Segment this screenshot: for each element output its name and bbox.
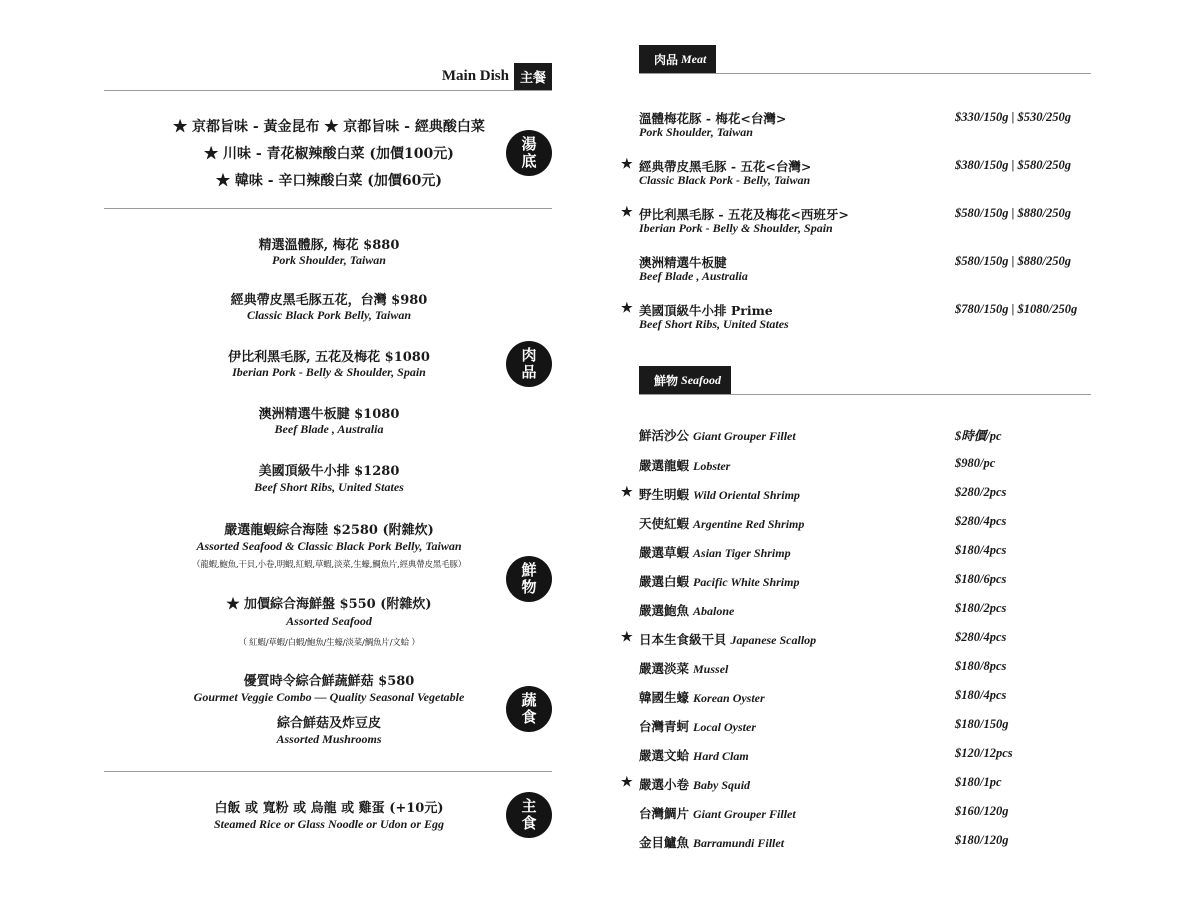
seafood-menu-name: 嚴選鮑魚 — [639, 603, 690, 618]
seafood-menu-name: 日本生食級干貝 — [639, 632, 727, 647]
seafood-menu-tag-en: Seafood — [681, 372, 722, 387]
seafood-menu-name: 韓國生蠔 — [639, 690, 690, 705]
star-icon: ★ — [621, 301, 633, 316]
seafood-menu-item — [639, 659, 728, 677]
star-icon: ★ — [621, 485, 633, 500]
seafood-menu-price: $180/4pcs — [955, 688, 1007, 702]
meat-item-name: 美國頂級牛小排 $1280 — [258, 464, 400, 479]
seafood-menu-name: 嚴選草蝦 — [639, 545, 690, 560]
badge-char: 肉 — [521, 346, 537, 364]
seafood-menu-item — [639, 746, 749, 764]
seafood-menu-item — [639, 601, 734, 619]
seafood-menu-en: Korean Oyster — [693, 691, 765, 705]
seafood-menu-name: 台灣鯛片 — [639, 806, 690, 821]
seafood-menu-name: 台灣青蚵 — [639, 719, 690, 734]
meat-item-name: 伊比利黑毛豚, 五花及梅花 $1080 — [228, 350, 430, 365]
seafood-menu-en: Japanese Scallop — [730, 633, 817, 647]
meat-menu-en: Beef Short Ribs, United States — [639, 317, 789, 331]
seafood-menu-price: $280/4pcs — [955, 630, 1007, 644]
seafood-menu-name: 鮮活沙公 — [639, 428, 690, 443]
seafood-menu-item — [639, 775, 750, 793]
seafood-menu-name: 嚴選淡菜 — [639, 661, 690, 676]
badge-char: 食 — [521, 708, 537, 726]
seafood-menu-price: $160/120g — [955, 804, 1009, 818]
veggie-item-en: Gourmet Veggie Combo — Quality Seasonal Vegetable — [193, 690, 465, 704]
seafood-menu-item — [639, 543, 791, 561]
meat-menu-en: Classic Black Pork - Belly, Taiwan — [639, 173, 811, 187]
meat-item-en: Beef Short Ribs, United States — [254, 480, 404, 494]
seafood-menu-en: Wild Oriental Shrimp — [693, 488, 800, 502]
main-dish-title-en: Main Dish — [441, 67, 509, 84]
meat-item-en: Beef Blade , Australia — [274, 422, 384, 436]
meat-item-en: Pork Shoulder, Taiwan — [272, 253, 386, 267]
meat-menu-en: Iberian Pork - Belly & Shoulder, Spain — [639, 221, 833, 235]
staple-en: Steamed Rice or Glass Noodle or Udon or Egg — [213, 817, 444, 831]
main-dish-title-zh: 主餐 — [514, 63, 552, 90]
soup-option: ★ 京都旨味 - 黃金昆布 ★ 京都旨味 - 經典酸白菜 — [173, 119, 485, 135]
seafood-menu-en: Pacific White Shrimp — [693, 575, 800, 589]
soup-option: ★ 韓味 - 辛口辣酸白菜 (加價60元) — [215, 173, 443, 189]
seafood-menu-en: Argentine Red Shrimp — [693, 517, 805, 531]
meat-menu-en: Beef Blade , Australia — [639, 269, 748, 283]
seafood-menu-item — [639, 688, 765, 706]
seafood-menu-en: Barramundi Fillet — [693, 836, 785, 850]
seafood-menu-name: 野生明蝦 — [639, 487, 690, 502]
seafood-menu-item — [639, 717, 756, 735]
seafood-combo-note: （ 紅蝦/草蝦/白蝦/鮑魚/生蠔/淡菜/鯛魚片/文蛤 ） — [238, 638, 420, 648]
seafood-menu-en: Asian Tiger Shrimp — [693, 546, 791, 560]
seafood-menu-en: Hard Clam — [693, 749, 749, 763]
seafood-menu-item — [639, 456, 730, 474]
seafood-combo-en: Assorted Seafood & Classic Black Pork Belly, Taiwan — [196, 539, 462, 553]
badge-char: 鮮 — [521, 561, 537, 579]
star-icon: ★ — [621, 630, 633, 645]
meat-menu-name: 伊比利黑毛豚 - 五花及梅花<西班牙> — [639, 207, 849, 222]
seafood-menu-item — [639, 514, 804, 532]
seafood-menu-price: $180/4pcs — [955, 543, 1007, 557]
star-icon: ★ — [621, 205, 633, 220]
veggie-item-en: Assorted Mushrooms — [276, 732, 382, 746]
badge-char: 蔬 — [521, 691, 537, 709]
meat-menu-price: $580/150g | $880/250g — [955, 254, 1071, 268]
badge-char: 食 — [521, 814, 537, 832]
seafood-menu-price: $120/12pcs — [955, 746, 1013, 760]
seafood-combo-name: ★ 加價綜合海鮮盤 $550 (附雜炊) — [226, 597, 432, 612]
star-icon: ★ — [621, 775, 633, 790]
seafood-menu-item — [639, 804, 796, 822]
seafood-menu-price: $180/2pcs — [955, 601, 1007, 615]
seafood-menu-item — [639, 833, 784, 851]
seafood-menu-name: 嚴選文蛤 — [639, 748, 690, 763]
seafood-menu-price: $180/150g — [955, 717, 1009, 731]
seafood-menu-name: 金目鱸魚 — [639, 835, 690, 850]
meat-menu-price: $780/150g | $1080/250g — [955, 302, 1078, 316]
meat-menu-price: $580/150g | $880/250g — [955, 206, 1071, 220]
meat-menu-tag-en: Meat — [681, 51, 707, 66]
seafood-menu-price: $180/120g — [955, 833, 1009, 847]
badge-char: 湯 — [521, 135, 537, 153]
seafood-combo-name: 嚴選龍蝦綜合海陸 $2580 (附雜炊) — [224, 523, 434, 538]
badge-char: 主 — [521, 797, 537, 815]
meat-menu-name: 澳洲精選牛板腱 — [639, 255, 727, 270]
seafood-menu-item — [639, 630, 816, 648]
badge-char: 底 — [521, 152, 537, 170]
badge-char: 物 — [521, 578, 537, 596]
seafood-menu-name: 天使紅蝦 — [639, 516, 690, 531]
seafood-menu-price: $時價/pc — [955, 429, 1002, 443]
seafood-menu-en: Giant Grouper Fillet — [693, 807, 796, 821]
meat-menu-name: 美國頂級牛小排 Prime — [639, 303, 773, 318]
seafood-menu-en: Baby Squid — [693, 778, 751, 792]
seafood-menu-item — [639, 485, 800, 503]
seafood-menu-en: Mussel — [693, 662, 729, 676]
meat-menu-en: Pork Shoulder, Taiwan — [639, 125, 753, 139]
seafood-menu-en: Giant Grouper Fillet — [693, 429, 796, 443]
meat-menu-price: $380/150g | $580/250g — [955, 158, 1071, 172]
soup-option: ★ 川味 - 青花椒辣酸白菜 (加價100元) — [204, 146, 454, 162]
meat-item-name: 澳洲精選牛板腱 $1080 — [258, 407, 400, 422]
meat-menu-price: $330/150g | $530/250g — [955, 110, 1071, 124]
seafood-menu-price: $180/8pcs — [955, 659, 1007, 673]
seafood-menu-name: 嚴選龍蝦 — [639, 458, 690, 473]
meat-item-en: Iberian Pork - Belly & Shoulder, Spain — [232, 365, 426, 379]
meat-item-en: Classic Black Pork Belly, Taiwan — [246, 308, 412, 322]
staple-name: 白飯 或 寬粉 或 烏龍 或 雞蛋 (+10元) — [214, 801, 444, 816]
seafood-menu-price: $980/pc — [955, 456, 996, 470]
seafood-menu-price: $280/4pcs — [955, 514, 1007, 528]
seafood-menu-en: Lobster — [693, 459, 731, 473]
seafood-menu-en: Abalone — [693, 604, 735, 618]
seafood-combo-note: （龍蝦,鮑魚,干貝,小卷,明蝦,紅蝦,草蝦,淡菜,生蠔,鯛魚片,經典帶皮黑毛豚） — [191, 560, 467, 570]
seafood-menu-tag-zh: 鮮物 — [654, 373, 679, 388]
seafood-menu-price: $180/1pc — [955, 775, 1002, 789]
seafood-combo-en: Assorted Seafood — [286, 614, 372, 628]
seafood-menu-en: Local Oyster — [693, 720, 756, 734]
veggie-item-name: 優質時令綜合鮮蔬鮮菇 $580 — [243, 674, 415, 689]
veggie-item-name: 綜合鮮菇及炸豆皮 — [276, 716, 381, 731]
badge-char: 品 — [521, 363, 537, 381]
seafood-menu-name: 嚴選白蝦 — [639, 574, 690, 589]
star-icon: ★ — [621, 157, 633, 172]
seafood-menu-item — [639, 572, 799, 590]
meat-item-name: 精選溫體豚, 梅花 $880 — [258, 238, 400, 253]
seafood-menu-item — [639, 426, 796, 444]
seafood-menu-name: 嚴選小卷 — [639, 777, 690, 792]
meat-menu-tag-zh: 肉品 — [654, 52, 679, 67]
seafood-menu-price: $280/2pcs — [955, 485, 1007, 499]
meat-menu-name: 溫體梅花豚 - 梅花<台灣> — [639, 111, 787, 126]
seafood-menu-price: $180/6pcs — [955, 572, 1007, 586]
meat-item-name: 經典帶皮黑毛豚五花，台灣 $980 — [230, 293, 428, 308]
meat-menu-name: 經典帶皮黑毛豚 - 五花<台灣> — [639, 159, 812, 174]
